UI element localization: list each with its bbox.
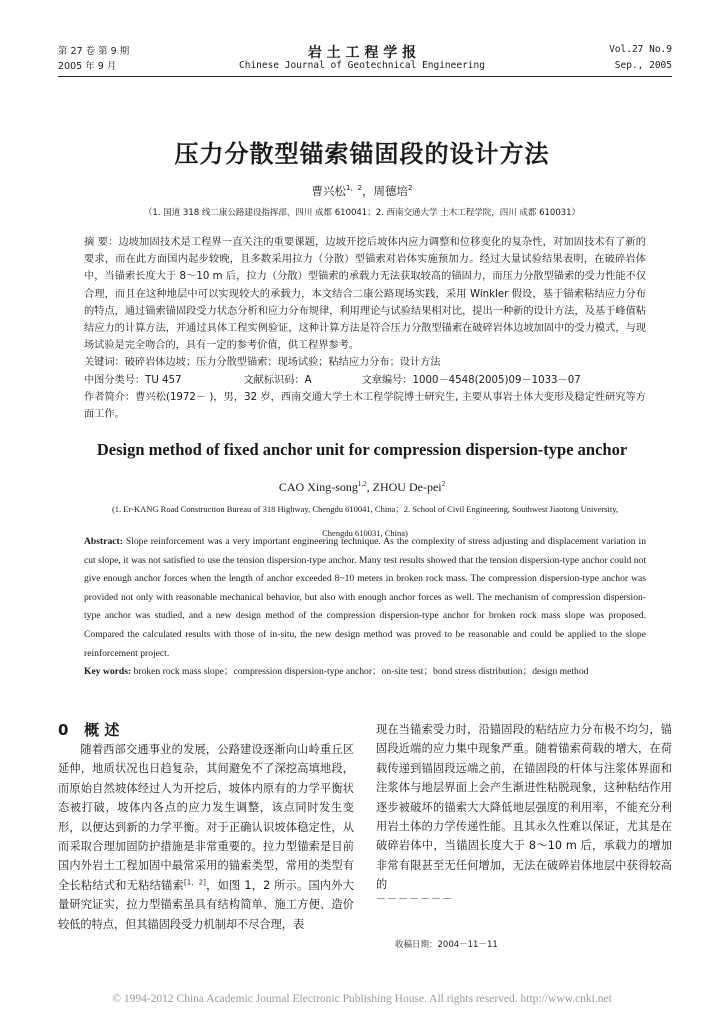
body-column-left <box>58 740 354 934</box>
affiliation-en: (1. Er-KANG Road Construction Bureau of 318 Highway, Chengdu 610041, China；2. School of Civil Engineering, Southwest Jiaotong University, Chengdu 610031, China) <box>111 504 619 538</box>
author-1-affil-cn: 1，2 <box>346 184 362 193</box>
article-no-value: 1000－4548(2005)09－1033－07 <box>412 374 581 386</box>
keywords-label-en: Key words: <box>84 666 132 678</box>
section-heading <box>58 719 119 740</box>
paper-title-cn: 压力分散型锚索锚固段的设计方法 <box>174 140 550 168</box>
affiliation-cn: （1. 国道 318 线二康公路建设指挥部，四川 成都 610041；2. 西南交通大学 土木工程学院，四川 成都 610031） <box>143 208 581 218</box>
footnote-rule: －－－－－－－ <box>376 894 453 905</box>
author-bio: 曹兴松(1972－ )，男，32 岁，西南交通大学土木工程学院博士研究生, 主要从事岩土体大变形及稳定性研究等方面工作。 <box>84 391 646 421</box>
body-paragraph-1b: ，如图 1，2 所示。国内外大量研究证实，拉力型锚索虽具有结构简单、施工方便、造价较低的特点，但其锚固段受力机制却不尽合理，表 <box>58 878 354 931</box>
author-separator-en: , <box>366 480 373 494</box>
body-paragraph-1a: 随着西部交通事业的发展，公路建设逐渐向山岭重丘区延伸，地质状况也日趋复杂，其间避免不了深挖高填地段，而原始自然坡体经过人为开挖后，坡体内原有的力学平衡状态被打破，坡体内各点的应力发生调整，该点同时发生变形，以便达到新的力学平衡。对于正确认识坡体稳定性，从而采取合理加固防护措施是非常重要的。拉力型锚索是目前国内外岩土工程加固中最常采用的锚索类型，常用的类型有全长粘结式和无粘结锚索 <box>58 743 354 892</box>
paper-title-en: Design method of fixed anchor unit for compression dispersion-type anchor <box>96 440 628 459</box>
clc-value: TU 457 <box>145 374 182 386</box>
author-2-cn: 周德培 <box>373 184 408 198</box>
body-column-right <box>376 720 672 895</box>
abstract-en-block <box>84 533 646 682</box>
doc-code-value: A <box>304 374 312 386</box>
keywords-label-cn: 关键词： <box>84 357 125 369</box>
keywords-cn: 破碎岩体边坡；压力分散型锚索；现场试验；粘结应力分布；设计方法 <box>124 357 441 369</box>
author-1-en: CAO Xing-song <box>278 480 358 494</box>
journal-title-cn: 岩 土 工 程 学 报 <box>307 45 417 61</box>
keywords-en: broken rock mass slope；compression dispersion-type anchor；on-site test；bond stress distribution；design method <box>133 666 589 678</box>
author-2-affil-cn: 2 <box>407 184 413 193</box>
copyright-footer: © 1994-2012 China Academic Journal Electronic Publishing House. All rights reserved. http://www.cnki.net <box>112 993 612 1005</box>
article-no-label: 文章编号： <box>361 374 413 386</box>
volume-issue-en: Vol.27 No.9 <box>609 44 672 55</box>
author-1-affil-en: 1,2 <box>357 480 367 488</box>
header-rule <box>58 76 672 77</box>
abstract-label-en: Abstract: <box>84 536 123 547</box>
authors-en <box>0 480 724 495</box>
journal-title-en: Chinese Journal of Geotechnical Engineering <box>239 60 485 71</box>
abstract-label-cn: 摘 要： <box>84 237 119 248</box>
author-2-en: ZHOU De-pei <box>372 480 442 494</box>
authors-cn <box>0 183 724 199</box>
abstract-text-en: Slope reinforcement was a very important engineering technique. As the complexity of stress adjusting and displacement variation in cut slope, it was not satisfied to use the tension dispersion-type anchor. Many test results showed that the tension dispersion-type anchor could not give enough anchor forces when the length of anchor exceeded 8~10 meters in broken rock mass. The compression dispersion-type anchor was provided not only with reasonable mechanical behavior, but also with enough anchor forces as well. The mechanism of compression dispersion-type anchor was studied, and a new design method of the compression dispersion-type anchor for broken rock mass slope was proposed. Compared the calculated results with those of in-situ, the new design method was proved to be reasonable and could be applied to the slope reinforcement project. <box>84 536 646 659</box>
doc-code-label: 文献标识码： <box>243 374 305 386</box>
abstract-cn-block <box>84 234 646 423</box>
date-en: Sep., 2005 <box>614 60 672 71</box>
date-cn: 2005 年 9 月 <box>58 61 117 72</box>
author-2-affil-en: 2 <box>441 480 446 488</box>
section-title: 概 述 <box>84 721 120 739</box>
received-date: 收稿日期：2004－11－11 <box>395 940 498 950</box>
author-1-cn: 曹兴松 <box>311 184 347 198</box>
section-number: 0 <box>58 721 69 739</box>
clc-label: 中图分类号： <box>84 374 146 386</box>
abstract-text-cn: 边坡加固技术是工程界一直关注的重要课题，边坡开挖后坡体内应力调整和位移变化的复杂性，对加固技术有了新的要求，而在此方面国内起步较晚，且多数采用拉力（分散）型锚索对岩体实施预加力。经过大量试验结果表明，在破碎岩体中，当锚索长度大于 8～10 m 后，拉力（分散）型锚索的承载力无法获取较高的锚固力，而压力分散型锚索的受力性能不仅合理，而且在这种地层中可以实现较大的承载力，本文结合二康公路现场实践，采用 Winkler 假设，基于锚索粘结应力分布的特点，通过锚索锚固段受力状态分析和应力分布规律，利用理论与试验结果相对比，提出一种新的设计方法，及基于峰值粘结应力的计算方法，并通过具体工程实例验证，这种计算方法是符合压力分散型锚索在破碎岩体边坡加固中的受力模式，与现场试验是完全吻合的，具有一定的参考价值，供工程界参考。 <box>84 237 646 352</box>
author-separator-cn: ， <box>361 184 374 198</box>
bio-label: 作者简介： <box>84 391 136 403</box>
volume-issue-cn: 第 27 卷 第 9 期 <box>58 46 130 57</box>
body-paragraph-2: 现在当锚索受力时，沿锚固段的粘结应力分布极不均匀，锚固段近端的应力集中现象严重。随着锚索荷载的增大，在荷载传递到锚固段远端之前，在锚固段的杆体与注浆体界面和注浆体与地层界面上会产生渐进性粘脱现象，这种粘结作用逐步被破坏的锚索大大降低地层强度的利用率，不能充分利用岩土体的力学传递性能。且其永久性难以保证，尤其是在破碎岩体中，当锚固长度大于 8～10 m 后，承载力的增加非常有限甚至无任何增加，无法在破碎岩体地层中获得较高的 <box>376 723 672 892</box>
citation[interactable]: [1，2] <box>183 878 206 887</box>
